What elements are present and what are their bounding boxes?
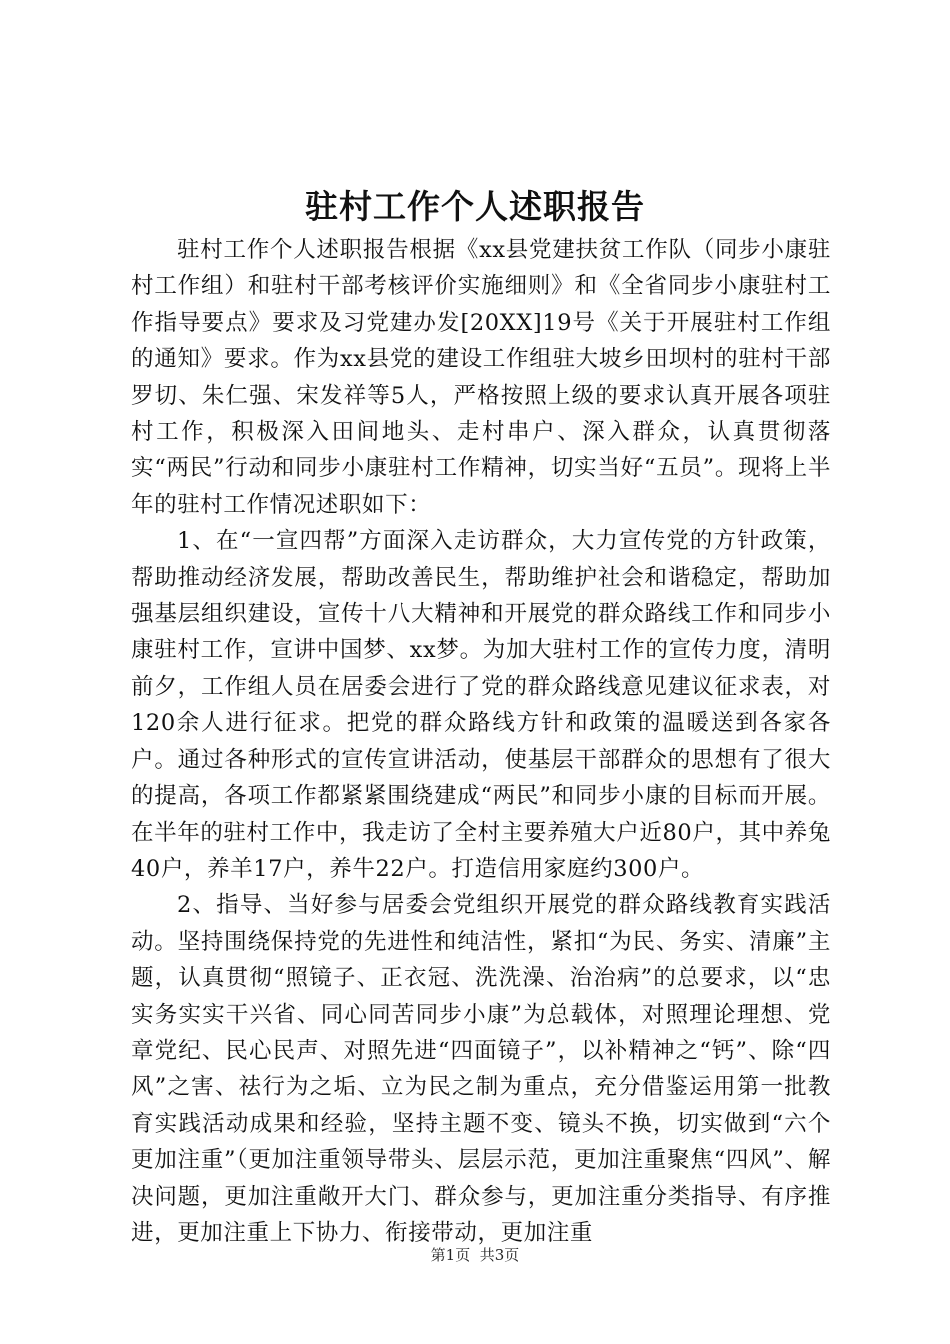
paragraph-item-2: 2、指导、当好参与居委会党组织开展党的群众路线教育实践活动。坚持围绕保持党的先进性和纯洁性，紧扣“为民、务实、清廉”主题，认真贯彻“照镜子、正衣冠、洗洗澡、治治病”的总要求，以“忠实务实实干兴省、同心同苦同步小康”为总载体，对照理论理想、党章党纪、民心民声、对照先进“四面镜子”，以补精神之“钙”、除“四风”之害、祛行为之垢、立为民之制为重点，充分借鉴运用第一批教育实践活动成果和经验，坚持主题不变、镜头不换，切实做到“六个更加注重”（更加注重领导带头、层层示范，更加注重聚焦“四风”、解决问题，更加注重敞开大门、群众参与，更加注重分类指导、有序推进，更加注重上下协力、衔接带动，更加注重 <box>131 892 831 1246</box>
page-footer <box>0 1243 950 1267</box>
document-title: 驻村工作个人述职报告 <box>305 187 645 226</box>
page-number: 第1页 <box>430 1246 471 1264</box>
document-body <box>131 232 831 1251</box>
paragraph-item-1: 1、在“一宣四帮”方面深入走访群众，大力宣传党的方针政策，帮助推动经济发展，帮助改善民生，帮助维护社会和谐稳定，帮助加强基层组织建设，宣传十八大精神和开展党的群众路线工作和同步小康驻村工作，宣讲中国梦、xx梦。为加大驻村工作的宣传力度，清明前夕，工作组人员在居委会进行了党的群众路线意见建议征求表，对120余人进行征求。把党的群众路线方针和政策的温暖送到各家各户。通过各种形式的宣传宣讲活动，使基层干部群众的思想有了很大的提高，各项工作都紧紧围绕建成“两民”和同步小康的目标而开展。在半年的驻村工作中，我走访了全村主要养殖大户近80户，其中养兔40户，养羊17户，养牛22户。打造信用家庭约300户。 <box>131 528 831 882</box>
page-total: 共3页 <box>479 1246 520 1264</box>
paragraph-intro: 驻村工作个人述职报告根据《xx县党建扶贫工作队（同步小康驻村工作组）和驻村干部考核评价实施细则》和《全省同步小康驻村工作指导要点》要求及习党建办发[20XX]19号《关于开展驻村工作组的通知》要求。作为xx县党的建设工作组驻大坡乡田坝村的驻村干部罗切、朱仁强、宋发祥等5人，严格按照上级的要求认真开展各项驻村工作，积极深入田间地头、走村串户、深入群众，认真贯彻落实“两民”行动和同步小康驻村工作精神，切实当好“五员”。现将上半年的驻村工作情况述职如下： <box>131 237 831 518</box>
